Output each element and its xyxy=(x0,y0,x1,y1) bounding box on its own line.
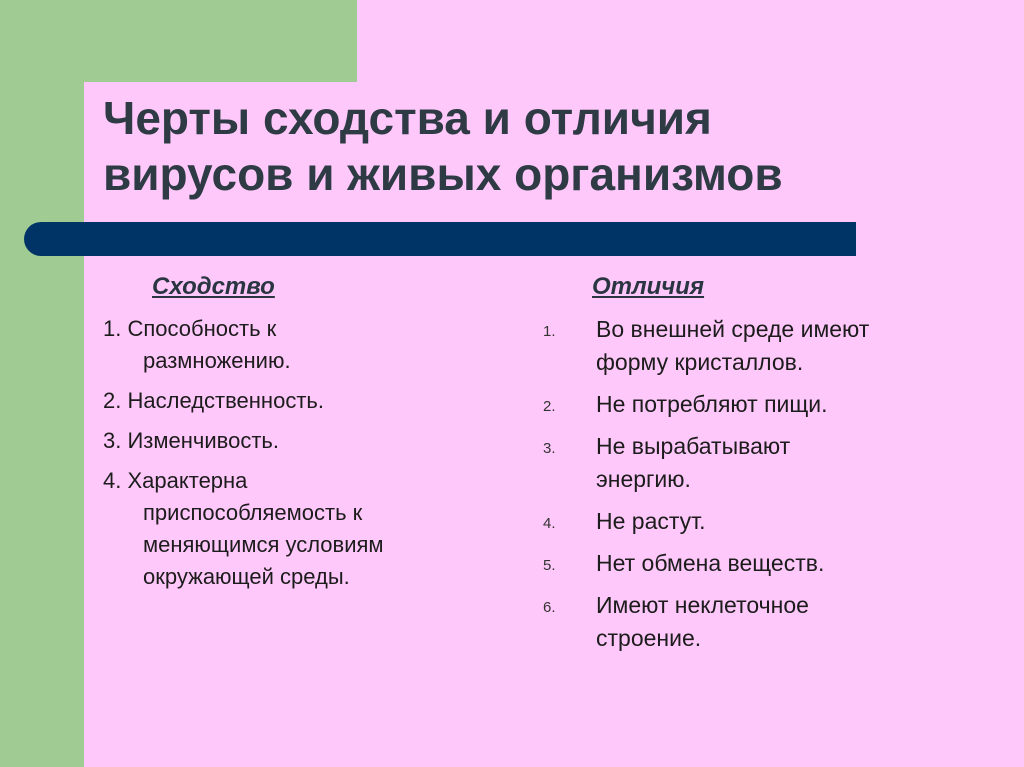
similarity-item-4: 4. Характерна приспособляемость к меняющимся условиям окружающей среды. xyxy=(103,468,384,589)
difference-item-1: 1. Во внешней среде имеют форму кристаллов. xyxy=(543,316,870,375)
similarities-heading: Сходство xyxy=(152,273,275,300)
difference-item-5: 5. Нет обмена веществ. xyxy=(543,550,825,576)
similarities-list xyxy=(103,313,483,601)
top-pink-block xyxy=(357,0,1024,82)
title-line-1: Черты сходства и отличия xyxy=(103,92,712,144)
difference-item-4: 4. Не растут. xyxy=(543,508,706,534)
differences-heading: Отличия xyxy=(592,273,705,300)
difference-item-3: 3. Не вырабатывают энергию. xyxy=(543,433,791,492)
similarity-item-3: 3. Изменчивость. xyxy=(103,428,279,453)
difference-item-2: 2. Не потребляют пищи. xyxy=(543,391,828,417)
similarity-item-2: 2. Наследственность. xyxy=(103,388,324,413)
slide-title xyxy=(103,90,983,202)
similarity-item-1: 1. Способность к размножению. xyxy=(103,316,291,373)
title-line-2: вирусов и живых организмов xyxy=(103,148,783,200)
differences-list xyxy=(543,313,983,664)
difference-item-6: 6. Имеют неклеточное строение. xyxy=(543,592,809,651)
title-divider-bar xyxy=(24,222,856,256)
